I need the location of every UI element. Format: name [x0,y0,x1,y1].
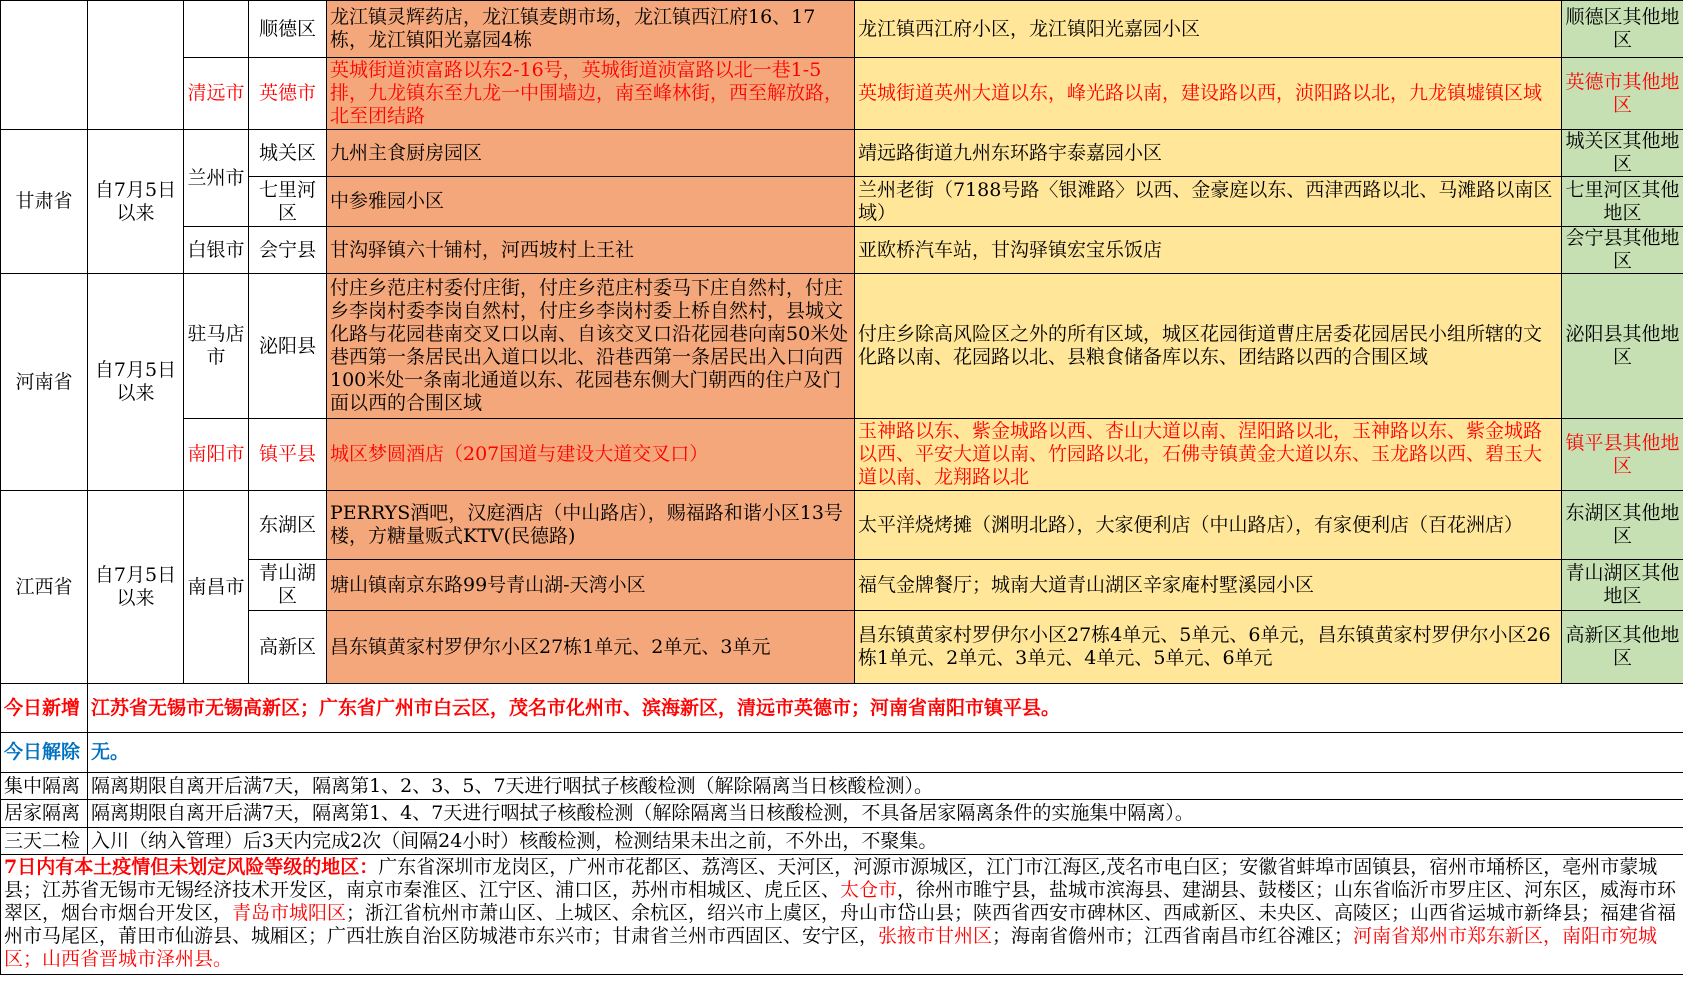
low-risk-cell: 七里河区其他地区 [1562,177,1683,227]
today-lift-label: 今日解除 [1,733,88,773]
city-cell: 白银市 [184,227,249,274]
unrated-areas-text: ，徐州市睢宁县，盐城市滨海县、建湖县、鼓楼区；山东省临沂市罗庄区、河东区，威海市环翠区，烟台市烟台开发区， [4,879,1677,924]
three-day-test-label: 三天二检 [1,828,88,855]
city-cell-foshan [184,1,249,58]
high-risk-cell: 城区梦圆酒店（207国道与建设大道交叉口） [327,419,855,491]
province-cell-guangdong [1,1,88,130]
since-cell: 自7月5日以来 [88,130,184,274]
since-cell: 自7月5日以来 [88,274,184,491]
unrated-areas-label: 7日内有本土疫情但未划定风险等级的地区： [4,856,379,878]
unrated-areas-new: 太仓市 [840,879,898,901]
city-cell: 兰州市 [184,130,249,227]
unrated-areas-text: ；海南省儋州市；江西省南昌市红谷滩区； [992,925,1354,947]
low-risk-cell: 青山湖区其他地区 [1562,560,1683,611]
high-risk-cell: 九州主食厨房园区 [327,130,855,177]
district-cell: 高新区 [249,611,327,684]
city-cell: 驻马店市 [184,274,249,419]
table-row [1,611,1683,684]
mid-risk-cell: 英城街道英州大道以东，峰光路以南，建设路以西，浈阳路以北，九龙镇墟镇区域 [855,58,1562,130]
district-cell: 会宁县 [249,227,327,274]
high-risk-cell: PERRYS酒吧，汉庭酒店（中山路店），赐福路和谐小区13号楼，方糖量贩式KTV(民德路) [327,491,855,560]
home-isolation-value: 隔离期限自离开后满7天，隔离第1、4、7天进行咽拭子核酸检测（解除隔离当日核酸检测，不具备居家隔离条件的实施集中隔离）。 [88,800,1683,828]
table-row [1,733,1683,773]
mid-risk-cell: 靖远路街道九州东环路宇泰嘉园小区 [855,130,1562,177]
province-cell: 甘肃省 [1,130,88,274]
mid-risk-cell: 玉神路以东、紫金城路以西、杏山大道以南、涅阳路以北，玉神路以东、紫金城路以西、平安大道以南、竹园路以北，石佛寺镇黄金大道以东、玉龙路以西、碧玉大道以南、龙翔路以北 [855,419,1562,491]
city-cell: 南昌市 [184,491,249,684]
since-cell-guangdong [88,1,184,130]
mid-risk-cell: 兰州老街（7188号路〈银滩路〉以西、金豪庭以东、西津西路以北、马滩路以南区域） [855,177,1562,227]
home-isolation-label: 居家隔离 [1,800,88,828]
low-risk-cell: 城关区其他地区 [1562,130,1683,177]
three-day-test-value: 入川（纳入管理）后3天内完成2次（间隔24小时）核酸检测，检测结果未出之前，不外出，不聚集。 [88,828,1683,855]
table-row [1,130,1683,177]
table-row [1,773,1683,800]
central-isolation-value: 隔离期限自离开后满7天，隔离第1、2、3、5、7天进行咽拭子核酸检测（解除隔离当日核酸检测）。 [88,773,1683,800]
table-row [1,560,1683,611]
unrated-areas-new: 青岛市城阳区 [232,902,347,924]
unrated-areas-new: 河南省郑州市郑东新区，南阳市宛城区；山西省晋城市泽州县。 [4,925,1658,970]
table-row [1,177,1683,227]
low-risk-cell: 英德市其他地区 [1562,58,1683,130]
low-risk-cell: 泌阳县其他地区 [1562,274,1683,419]
district-cell: 顺德区 [249,1,327,58]
mid-risk-cell: 太平洋烧烤摊（渊明北路），大家便利店（中山路店），有家便利店（百花洲店） [855,491,1562,560]
district-cell: 七里河区 [249,177,327,227]
mid-risk-cell: 亚欧桥汽车站，甘沟驿镇宏宝乐饭店 [855,227,1562,274]
today-new-value: 江苏省无锡市无锡高新区；广东省广州市白云区，茂名市化州市、滨海新区，清远市英德市；河南省南阳市镇平县。 [88,684,1683,733]
low-risk-cell: 东湖区其他地区 [1562,491,1683,560]
district-cell: 青山湖区 [249,560,327,611]
high-risk-cell: 塘山镇南京东路99号青山湖-天湾小区 [327,560,855,611]
high-risk-cell: 付庄乡范庄村委付庄街，付庄乡范庄村委马下庄自然村，付庄乡李岗村委李岗自然村，付庄乡李岗村委上桥自然村，县城文化路与花园巷南交叉口以南、自该交叉口沿花园巷向南50米处巷西第一条居民出入道口以北、沿巷西第一条居民出入口向西100米处一条南北通道以东、花园巷东侧大门朝西的住户及门面以西的合围区域 [327,274,855,419]
today-lift-value: 无。 [88,733,1683,773]
unrated-areas-new: 张掖市甘州区 [878,925,993,947]
low-risk-cell: 顺德区其他地区 [1562,1,1683,58]
unrated-areas-text: 广东省深圳市龙岗区，广州市花都区、荔湾区、天河区，河源市源城区，江门市江海区,茂名市电白区；安徽省蚌埠市固镇县，宿州市埇桥区，亳州市蒙城县；江苏省无锡市无锡经济技术开发区，南京市秦淮区、江宁区、浦口区，苏州市相城区、虎丘区、 [4,856,1658,901]
city-cell: 南阳市 [184,419,249,491]
table-row [1,800,1683,828]
mid-risk-cell: 付庄乡除高风险区之外的所有区域，城区花园街道曹庄居委花园居民小组所辖的文化路以南、花园路以北、县粮食储备库以东、团结路以西的合围区域 [855,274,1562,419]
table-row [1,274,1683,419]
table-row [1,227,1683,274]
today-new-label: 今日新增 [1,684,88,733]
district-cell: 城关区 [249,130,327,177]
table-row [1,855,1683,975]
district-cell: 英德市 [249,58,327,130]
unrated-areas-text: ；浙江省杭州市萧山区、上城区、余杭区，绍兴市上虞区，舟山市岱山县；陕西省西安市碑林区、西咸新区、未央区、高陵区；山西省运城市新绛县；福建省福州市马尾区，莆田市仙游县、城厢区；广西壮族自治区防城港市东兴市；甘肃省兰州市西固区、安宁区， [4,902,1677,947]
province-cell: 江西省 [1,491,88,684]
table-row [1,684,1683,733]
district-cell: 东湖区 [249,491,327,560]
mid-risk-cell: 龙江镇西江府小区，龙江镇阳光嘉园小区 [855,1,1562,58]
table-row [1,828,1683,855]
high-risk-cell: 甘沟驿镇六十铺村，河西坡村上王社 [327,227,855,274]
table-row [1,1,1683,58]
table-row [1,58,1683,130]
high-risk-cell: 龙江镇灵辉药店，龙江镇麦朗市场，龙江镇西江府16、17栋，龙江镇阳光嘉园4栋 [327,1,855,58]
since-cell: 自7月5日以来 [88,491,184,684]
mid-risk-cell: 福气金牌餐厅；城南大道青山湖区辛家庵村墅溪园小区 [855,560,1562,611]
table-row [1,491,1683,560]
table-row [1,419,1683,491]
high-risk-cell: 英城街道浈富路以东2-16号，英城街道浈富路以北一巷1-5排，九龙镇东至九龙一中围墙边，南至峰林街，西至解放路，北至团结路 [327,58,855,130]
district-cell: 泌阳县 [249,274,327,419]
unrated-areas-note [1,855,1683,975]
high-risk-cell: 中参雅园小区 [327,177,855,227]
high-risk-cell: 昌东镇黄家村罗伊尔小区27栋1单元、2单元、3单元 [327,611,855,684]
low-risk-cell: 高新区其他地区 [1562,611,1683,684]
province-cell: 河南省 [1,274,88,491]
district-cell: 镇平县 [249,419,327,491]
mid-risk-cell: 昌东镇黄家村罗伊尔小区27栋4单元、5单元、6单元，昌东镇黄家村罗伊尔小区26栋1单元、2单元、3单元、4单元、5单元、6单元 [855,611,1562,684]
low-risk-cell: 会宁县其他地区 [1562,227,1683,274]
central-isolation-label: 集中隔离 [1,773,88,800]
low-risk-cell: 镇平县其他地区 [1562,419,1683,491]
city-cell: 清远市 [184,58,249,130]
